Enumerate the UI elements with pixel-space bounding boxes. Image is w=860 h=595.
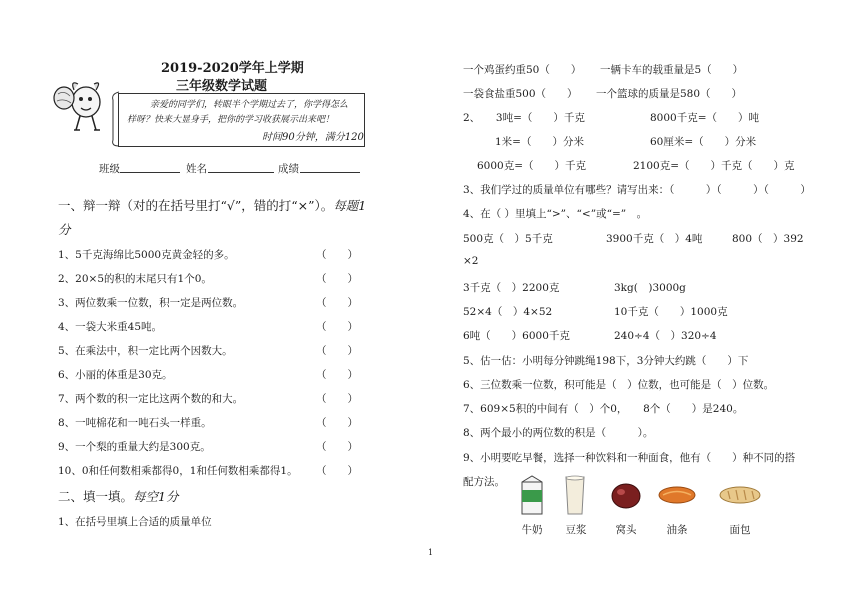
q4-compare-instruction: 4、在（ ）里填上“>”、“<”或“=” 。: [463, 208, 648, 220]
soymilk-glass-image: [563, 474, 587, 516]
tf-answer-4[interactable]: （ ）: [316, 321, 358, 333]
q9-breakfast-cont: 配方法。: [463, 476, 505, 488]
tf-answer-5[interactable]: （ ）: [316, 345, 358, 357]
food-label-wotou: 窝头: [615, 524, 637, 536]
tf-answer-6[interactable]: （ ）: [316, 369, 358, 381]
youtiao-image: [657, 484, 697, 506]
q8-smallest-two-digit[interactable]: 8、两个最小的两位数的积是（ ）。: [463, 427, 654, 439]
q7-609x5[interactable]: 7、609×5积的中间有（ ）个0， 8个（ ）是240。: [463, 403, 744, 415]
banner-scroll-curl-icon: [110, 90, 124, 148]
unit-truck[interactable]: 一辆卡车的载重量是5（ ）: [600, 64, 744, 76]
food-label-bread: 面包: [729, 524, 751, 536]
tf-item-7: 7、两个数的积一定比这两个数的和大。: [58, 393, 244, 405]
unit-egg[interactable]: 一个鸡蛋约重50（ ）: [463, 64, 582, 76]
tf-item-10: 10、0和任何数相乘都得0，1和任何数相乘都得1。: [58, 465, 298, 477]
banner-line-1: 亲爱的同学们，转眼半个学期过去了，你学得怎么: [150, 100, 349, 110]
tf-item-5: 5、在乘法中，积一定比两个因数大。: [58, 345, 233, 357]
tf-item-6: 6、小丽的体重是30克。: [58, 369, 173, 381]
banner-time-score: 时间90分钟，满分120: [262, 132, 364, 143]
tf-item-4: 4、一袋大米重45吨。: [58, 321, 163, 333]
tf-item-3: 3、两位数乘一位数，积一定是两位数。: [58, 297, 244, 309]
section1-points: 每题1: [333, 198, 367, 213]
compare-10kg[interactable]: 10千克（ ）1000克: [614, 306, 728, 318]
food-label-soymilk: 豆浆: [565, 524, 587, 536]
compare-3kg[interactable]: 3千克（ ）2200克: [463, 282, 560, 294]
tf-answer-8[interactable]: （ ）: [316, 417, 358, 429]
section1-heading: [58, 196, 366, 214]
section2-q1: 1、在括号里填上合适的质量单位: [58, 516, 212, 528]
cartoon-mascot-image: [50, 72, 115, 137]
exam-year-title: 2019-2020学年上学期: [161, 61, 304, 76]
food-label-youtiao: 油条: [666, 524, 688, 536]
name-field-label: 姓名: [186, 163, 207, 175]
convert-60cm[interactable]: 60厘米=（ ）分米: [650, 136, 757, 148]
compare-3kg-3000g[interactable]: 3kg( )3000g: [614, 282, 686, 294]
bread-image: [718, 484, 762, 506]
tf-answer-9[interactable]: （ ）: [316, 441, 358, 453]
convert-1m[interactable]: 1米=（ ）分米: [495, 136, 584, 148]
convert-6000g[interactable]: 6000克=（ ）千克: [477, 160, 587, 172]
milk-carton-image: [520, 474, 544, 516]
wotou-image: [610, 480, 642, 510]
section1-points-cont: 分: [58, 222, 71, 237]
tf-item-2: 2、20×5的积的末尾只有1个0。: [58, 273, 212, 285]
tf-answer-10[interactable]: （ ）: [316, 465, 358, 477]
class-field-label: 班级: [99, 163, 120, 175]
q5-estimate[interactable]: 5、估一估：小明每分钟跳绳198下，3分钟大约跳（ ）下: [463, 355, 749, 367]
q9-breakfast[interactable]: 9、小明要吃早餐，选择一种饮料和一种面食，他有（ ）种不同的搭: [463, 452, 796, 464]
page-number: 1: [428, 548, 434, 557]
score-field-label: 成绩: [278, 163, 299, 175]
tf-item-8: 8、一吨棉花和一吨石头一样重。: [58, 417, 212, 429]
convert-2100g[interactable]: 2100克=（ ）千克（ ）克: [633, 160, 795, 172]
q6-three-digit[interactable]: 6、三位数乘一位数，积可能是（ ）位数，也可能是（ ）位数。: [463, 379, 775, 391]
tf-answer-2[interactable]: （ ）: [316, 273, 358, 285]
score-field-blank[interactable]: [300, 161, 360, 173]
unit-basketball[interactable]: 一个篮球的质量是580（ ）: [596, 88, 743, 100]
tf-item-1: 1、5千克海绵比5000克黄金轻的多。: [58, 249, 235, 261]
compare-3900kg[interactable]: 3900千克（ ）4吨: [606, 233, 703, 245]
convert-3t[interactable]: 2、 3吨=（ ）千克: [463, 112, 585, 124]
banner-line-2: 样呀？快来大显身手，把你的学习收获展示出来吧！: [127, 115, 335, 125]
food-label-milk: 牛奶: [521, 524, 543, 536]
tf-answer-3[interactable]: （ ）: [316, 297, 358, 309]
compare-800-cont: ×2: [463, 255, 479, 267]
tf-answer-1[interactable]: （ ）: [316, 249, 358, 261]
unit-salt[interactable]: 一袋食盐重500（ ）: [463, 88, 578, 100]
exam-subtitle: 三年级数学试题: [176, 79, 268, 94]
compare-52x4[interactable]: 52×4（ ）4×52: [463, 306, 553, 318]
tf-item-9: 9、一个梨的重量大约是300克。: [58, 441, 211, 453]
q3-mass-units[interactable]: 3、我们学过的质量单位有哪些？请写出来：（ ）（ ）（ ）: [463, 184, 811, 196]
section2-heading: [58, 487, 178, 505]
name-field-blank[interactable]: [208, 161, 274, 173]
compare-500g[interactable]: 500克（ ）5千克: [463, 233, 553, 245]
section2-heading-text: 二、填一填。: [58, 489, 134, 504]
compare-6t[interactable]: 6吨（ ）6000千克: [463, 330, 570, 342]
tf-answer-7[interactable]: （ ）: [316, 393, 358, 405]
convert-8000kg[interactable]: 8000千克=（ ）吨: [650, 112, 760, 124]
class-field-blank[interactable]: [120, 161, 180, 173]
compare-240div4[interactable]: 240÷4（ ）320÷4: [614, 330, 717, 342]
section2-points: 每空1分: [133, 489, 179, 504]
section1-heading-text: 一、辩一辩（对的在括号里打“√”，错的打“×”）。: [58, 198, 334, 213]
compare-800[interactable]: 800（ ）392: [732, 233, 804, 245]
